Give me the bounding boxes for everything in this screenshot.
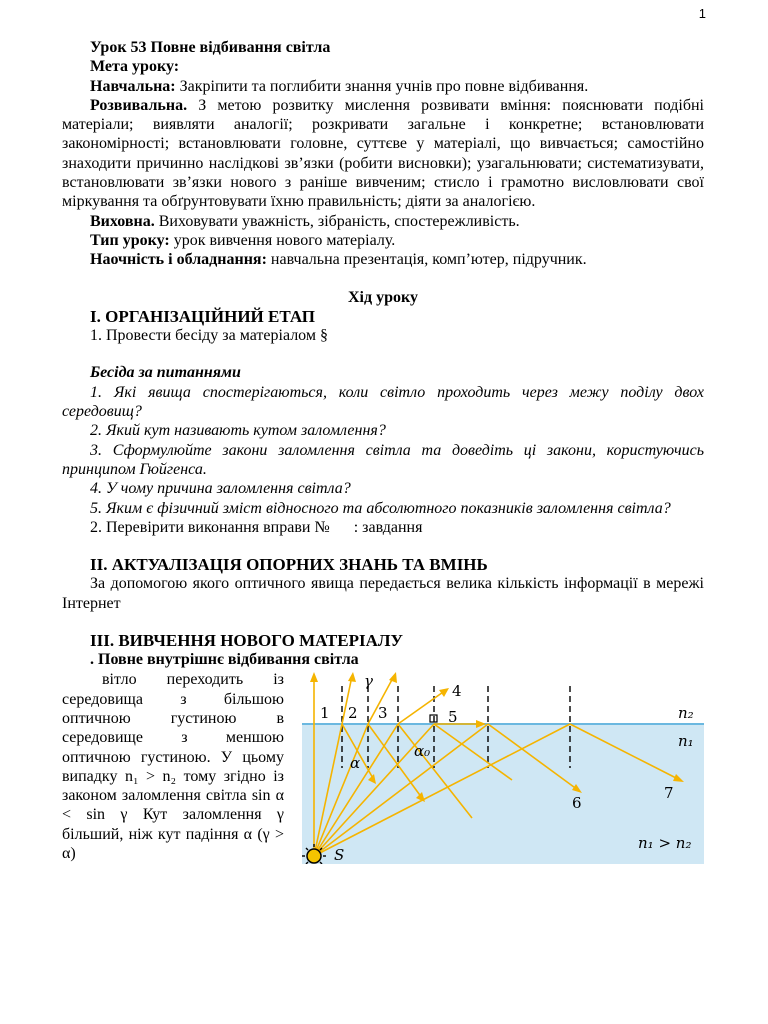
- talk-title: Бесіда за питаннями: [90, 364, 241, 382]
- goal-developmental: Розвивальна. З метою розвитку мислення розвивати вміння: пояснювати подібні матеріали; виявляти аналогії; розкривати загальне і конкретне; встановлювати закономірності; встановлювати головне, суттєве у матеріалі, що вивчається; самостійно знаходити причинно наслідкові зв’язки (робити висновки); узагальнювати; систематизувати, встановлювати зв’язки нового з раніше вивченим; стисло і грамотно висловлювати свої міркування та обґрунтовувати їхню правильність; діяти за аналогією.: [62, 96, 704, 211]
- question-1: 1. Які явища спостерігаються, коли світло проходить через межу поділу двох середовищ?: [62, 383, 704, 421]
- section-3-title: ІІІ. ВИВЧЕННЯ НОВОГО МАТЕРІАЛУ: [90, 631, 403, 651]
- question-3: 3. Сформулюйте закони заломлення світла та доведіть ці закони, користуючись принципом Гюйгенса.: [62, 441, 704, 478]
- label-ray-5: 5: [448, 708, 458, 727]
- label-n2: n₂: [678, 704, 694, 723]
- label-ray-2: 2: [348, 704, 358, 723]
- goal-educational: Навчальна: Закріпити та поглибити знання учнів про повне відбивання.: [90, 77, 589, 95]
- label-gamma: γ: [364, 672, 373, 691]
- total-reflection-diagram: [302, 668, 704, 864]
- section-3-text: вітло переходить із середовища з більшою оптичною густиною в середовище з меншою оптичною густиною. У цьому випадку n₁ > n₂ тому згідно із законом заломлення світла sin α < sin γ Кут заломлення γ більший, ніж кут падіння α (γ > α): [62, 671, 284, 862]
- label-ray-4: 4: [452, 682, 462, 701]
- section-1-title: І. ОРГАНІЗАЦІЙНИЙ ЕТАП: [90, 306, 315, 326]
- lesson-flow-title: Хід уроку: [348, 288, 418, 306]
- lesson-type: Тип уроку: урок вивчення нового матеріалу.: [90, 231, 396, 249]
- section-1-item-2: 2. Перевірити виконання вправи № : завдання: [90, 518, 423, 536]
- section-3-body: [62, 650, 704, 890]
- section-2-title: ІІ. АКТУАЛІЗАЦІЯ ОПОРНИХ ЗНАНЬ ТА ВМІНЬ: [90, 555, 488, 575]
- label-relation: n₁ > n₂: [638, 834, 692, 853]
- page-number: 1: [698, 6, 706, 21]
- lesson-title: Урок 53 Повне відбивання світла: [90, 39, 331, 56]
- question-2: 2. Який кут називають кутом заломлення?: [90, 422, 386, 440]
- label-n1: n₁: [678, 732, 694, 751]
- label-ray-3: 3: [378, 704, 388, 723]
- label-ray-1: 1: [320, 704, 330, 723]
- goal-upbringing: Виховна. Виховувати уважність, зібраність, спостережливість.: [90, 212, 520, 230]
- label-ray-7: 7: [664, 784, 674, 803]
- question-4: 4. У чому причина заломлення світла?: [90, 480, 351, 498]
- section-3-subtitle: . Повне внутрішнє відбивання світла: [90, 651, 359, 669]
- lesson-equipment: Наочність і обладнання: навчальна презентація, комп’ютер, підручник.: [90, 251, 587, 269]
- question-5: 5. Яким є фізичний зміст відносного та абсолютного показників заломлення світла?: [90, 499, 671, 517]
- section-1-item-1: 1. Провести бесіду за матеріалом §: [90, 327, 328, 345]
- label-alpha: α: [350, 754, 361, 773]
- goal-label: Мета уроку:: [90, 58, 180, 76]
- label-ray-6: 6: [572, 794, 582, 813]
- section-2-text: За допомогою якого оптичного явища передається велика кількість інформації в мережі Інтернет: [62, 575, 704, 612]
- label-source: S: [334, 846, 345, 865]
- document-body: [62, 38, 704, 890]
- ray-4-refracted: [398, 690, 446, 724]
- label-alpha0: α₀: [414, 742, 431, 761]
